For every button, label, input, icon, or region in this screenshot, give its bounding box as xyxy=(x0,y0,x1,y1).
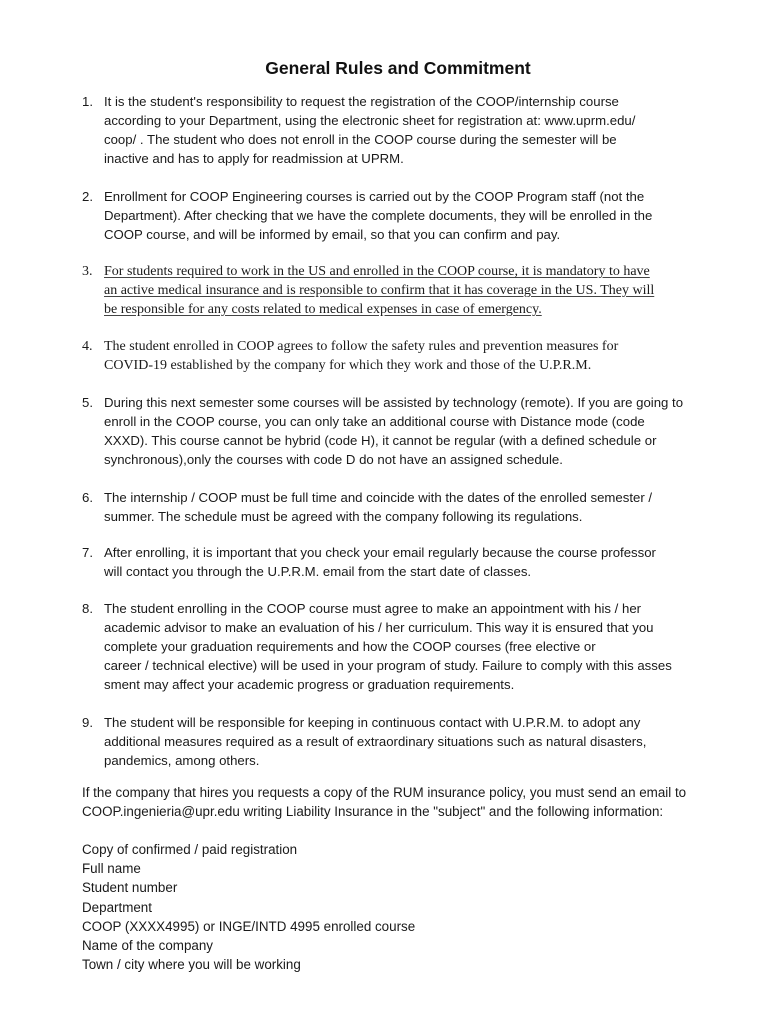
rule-text xyxy=(104,713,722,770)
rule-item xyxy=(82,543,722,581)
rule-line: The student enrolling in the COOP course must agree to make an appointment with his / her xyxy=(104,601,642,616)
insurance-note-line: If the company that hires you requests a copy of the RUM insurance policy, you must send an email to xyxy=(82,785,687,800)
rule-line: inactive and has to apply for readmission at UPRM. xyxy=(104,151,404,166)
rule-line: It is the student's responsibility to request the registration of the COOP/internship course xyxy=(104,94,619,109)
rule-line: additional measures required as a result of extraordinary situations such as natural disasters, xyxy=(104,734,647,749)
rule-line: For students required to work in the US and enrolled in the COOP course, it is mandatory to have xyxy=(104,264,650,279)
rule-line: After enrolling, it is important that you check your email regularly because the course professor xyxy=(104,545,656,560)
rule-line: enroll in the COOP course, you can only take an additional course with Distance mode (code xyxy=(104,414,645,429)
rule-number: 6. xyxy=(82,490,93,505)
rule-text xyxy=(104,488,722,526)
rule-text xyxy=(104,187,722,244)
rule-item xyxy=(82,393,722,469)
rule-line: academic advisor to make an evaluation of his / her curriculum. This way it is ensured that you xyxy=(104,620,654,635)
rule-line: according to your Department, using the electronic sheet for registration at: www.uprm.edu/ xyxy=(104,113,636,128)
rule-line: XXXD). This course cannot be hybrid (code H), it cannot be regular (with a defined schedule or xyxy=(104,433,657,448)
rule-number: 5. xyxy=(82,395,93,410)
rule-text xyxy=(104,262,722,319)
rule-item xyxy=(82,599,722,694)
rule-line: Department). After checking that we have the complete documents, they will be enrolled in the xyxy=(104,208,653,223)
required-info-item: Copy of confirmed / paid registration xyxy=(82,842,298,857)
rule-item xyxy=(82,337,722,375)
rule-number: 3. xyxy=(82,264,93,279)
rule-line: will contact you through the U.P.R.M. email from the start date of classes. xyxy=(104,564,532,579)
rule-text xyxy=(104,543,722,581)
required-info-item: Student number xyxy=(82,880,178,896)
rule-number: 1. xyxy=(82,94,93,109)
rule-text xyxy=(104,599,722,694)
required-info-item: Name of the company xyxy=(82,938,213,954)
required-info-item: Full name xyxy=(82,861,141,877)
rule-number: 8. xyxy=(82,601,93,616)
rule-number: 4. xyxy=(82,339,93,354)
rule-line: Enrollment for COOP Engineering courses is carried out by the COOP Program staff (not the xyxy=(104,189,645,204)
rule-line: COOP course, and will be informed by email, so that you can confirm and pay. xyxy=(104,227,561,242)
rule-line: an active medical insurance and is responsible to confirm that it has coverage in the US. They will xyxy=(104,283,655,298)
rule-line: career / technical elective) will be used in your program of study. Failure to comply with this asses xyxy=(104,658,672,673)
rule-item xyxy=(82,713,722,770)
rule-line: The student will be responsible for keeping in continuous contact with U.P.R.M. to adopt any xyxy=(104,715,641,730)
rule-line: synchronous),only the courses with code D do not have an assigned schedule. xyxy=(104,452,563,467)
rule-item xyxy=(82,187,722,244)
rule-line: pandemics, among others. xyxy=(104,753,260,768)
rule-line: coop/ . The student who does not enroll in the COOP course during the semester will be xyxy=(104,132,617,147)
rule-line: be responsible for any costs related to medical expenses in case of emergency. xyxy=(104,302,542,317)
rule-line: sment may affect your academic progress or graduation requirements. xyxy=(104,677,515,692)
rule-item xyxy=(82,488,722,526)
document-title: General Rules and Commitment xyxy=(265,58,531,78)
rule-line: The internship / COOP must be full time and coincide with the dates of the enrolled semester / xyxy=(104,490,653,505)
rule-text xyxy=(104,337,722,375)
required-info-item: Department xyxy=(82,899,152,915)
rule-line: complete your graduation requirements and how the COOP courses (free elective or xyxy=(104,639,596,654)
rule-number: 9. xyxy=(82,715,93,730)
rule-line: The student enrolled in COOP agrees to follow the safety rules and prevention measures for xyxy=(104,339,619,354)
required-info-item: Town / city where you will be working xyxy=(82,957,301,973)
rule-text xyxy=(104,393,722,469)
rule-text xyxy=(104,92,722,168)
rule-line: During this next semester some courses will be assisted by technology (remote). If you are going to xyxy=(104,395,684,410)
rule-number: 2. xyxy=(82,189,93,204)
rule-line: summer. The schedule must be agreed with the company following its regulations. xyxy=(104,509,583,524)
required-info-item: COOP (XXXX4995) or INGE/INTD 4995 enrolled course xyxy=(82,918,416,934)
rule-item xyxy=(82,92,722,168)
insurance-note-line: COOP.ingenieria@upr.edu writing Liability Insurance in the "subject" and the following information: xyxy=(82,804,664,819)
required-info-list xyxy=(82,840,415,974)
rule-line: COVID-19 established by the company for which they work and those of the U.P.R.M. xyxy=(104,358,592,373)
rule-number: 7. xyxy=(82,545,93,560)
rule-item xyxy=(82,262,722,319)
insurance-note xyxy=(82,783,732,821)
